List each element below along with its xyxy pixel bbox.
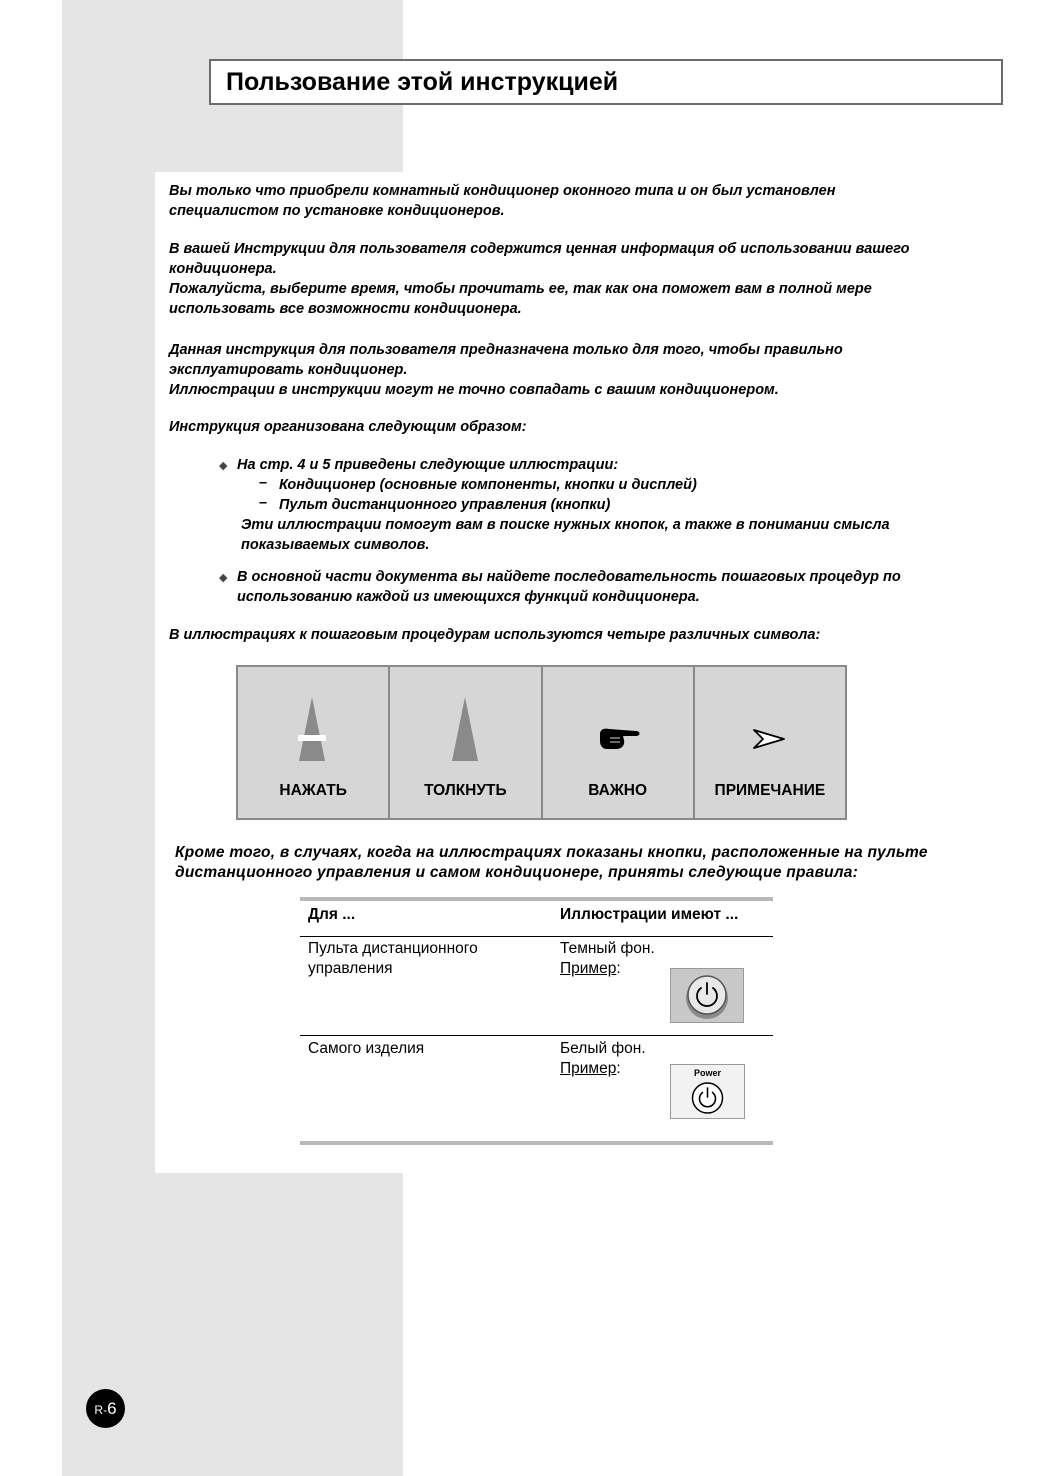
text-line: Белый фон. (560, 1040, 646, 1057)
page-number-badge (86, 1389, 125, 1428)
page-number: 6 (107, 1399, 117, 1418)
power-button-light-icon (671, 1065, 744, 1118)
text-line: эксплуатировать кондиционер. (169, 362, 408, 378)
arrowhead-icon (752, 728, 786, 750)
symbols-legend (236, 665, 847, 820)
bullet-2-text (237, 567, 901, 607)
text-line: В иллюстрациях к пошаговым процедурам используются четыре различных символа: (169, 627, 821, 643)
text-line: Эти иллюстрации помогут вам в поиске нужных кнопок, а также в понимании смысла (241, 517, 890, 533)
table-bottom-rule (300, 1141, 773, 1145)
push-cone-icon (449, 697, 481, 763)
symbol-cell-important (543, 667, 695, 818)
press-cone-icon (296, 697, 328, 763)
text-line: Самого изделия (308, 1040, 425, 1057)
text-line: использованию каждой из имеющихся функций кондиционера. (237, 589, 700, 605)
symbol-cell-note (695, 667, 845, 818)
intro-paragraph-2 (169, 239, 909, 319)
intro-paragraph-4 (169, 417, 527, 437)
text-line: Пожалуйста, выберите время, чтобы прочитать ее, так как она поможет вам в полной мере (169, 281, 872, 297)
bullet-1-subitem-1 (279, 475, 697, 495)
intro-paragraph-1 (169, 181, 835, 221)
text-line: кондиционера. (169, 261, 277, 277)
text-line: Вы только что приобрели комнатный кондиционер оконного типа и он был установлен (169, 183, 836, 199)
example-link-text: Пример (560, 960, 617, 977)
symbol-cell-press (238, 667, 390, 818)
text-line: Пульт дистанционного управления (кнопки) (279, 497, 611, 513)
bullet-1-text (237, 455, 618, 475)
symbol-cell-push (390, 667, 542, 818)
bullet-1-subitem-2 (279, 495, 610, 515)
text-line: На стр. 4 и 5 приведены следующие иллюстрации: (237, 457, 619, 473)
text-line: Иллюстрации в инструкции могут не точно совпадать с вашим кондиционером. (169, 382, 779, 398)
table-header-rule (300, 936, 773, 937)
table-row-1-for (308, 939, 478, 979)
unit-button-example (670, 1064, 745, 1119)
power-label: Power (693, 1068, 721, 1078)
page-title-box (209, 59, 1003, 105)
symbol-label: НАЖАТЬ (279, 782, 347, 799)
power-button-dark-icon (671, 969, 743, 1022)
text-line: В основной части документа вы найдете последовательность пошаговых процедур по (237, 569, 901, 585)
remote-button-example (670, 968, 744, 1023)
dash-marker: – (259, 495, 268, 511)
text-line: Кондиционер (основные компоненты, кнопки и дисплей) (279, 477, 697, 493)
text-line: Темный фон. (560, 940, 655, 957)
intro-paragraph-3 (169, 340, 843, 400)
text-line: использовать все возможности кондиционера. (169, 301, 522, 317)
symbol-label: ТОЛКНУТЬ (424, 782, 507, 799)
page-title: Пользование этой инструкцией (226, 68, 619, 96)
dash-marker: – (259, 475, 268, 491)
text-line: дистанционного управления и самом кондиционере, приняты следующие правила: (175, 864, 859, 881)
text-line: Кроме того, в случаях, когда на иллюстрациях показаны кнопки, расположенные на пульте (175, 844, 928, 861)
symbol-label: ПРИМЕЧАНИЕ (714, 782, 826, 799)
rules-paragraph (175, 843, 928, 883)
bullet-1-note (241, 515, 890, 555)
bullet-diamond-icon: ◆ (219, 460, 228, 472)
symbols-intro (169, 625, 820, 645)
table-header-for: Для ... (308, 906, 356, 923)
example-link-text: Пример (560, 1060, 617, 1077)
text-line: Пульта дистанционного (308, 940, 478, 957)
text-line: показываемых символов. (241, 537, 430, 553)
page-prefix: R- (94, 1403, 108, 1417)
text-line: управления (308, 960, 393, 977)
text-line: В вашей Инструкции для пользователя содержится ценная информация об использовании вашего (169, 241, 910, 257)
table-row-1-bg: Темный фон. Пример: (560, 940, 655, 977)
table-row-2-for (308, 1039, 424, 1059)
text-line: специалистом по установке кондиционеров. (169, 203, 505, 219)
text-line: Данная инструкция для пользователя предназначена только для того, чтобы правильно (169, 342, 843, 358)
table-row-rule (300, 1035, 773, 1036)
bullet-diamond-icon: ◆ (219, 572, 228, 584)
text-line: Инструкция организована следующим образом: (169, 419, 527, 435)
symbol-label: ВАЖНО (588, 782, 648, 799)
table-top-rule (300, 897, 773, 901)
table-row-2-bg: Белый фон. Пример: (560, 1040, 646, 1077)
pointing-hand-icon (596, 726, 644, 752)
table-header-illustrations: Иллюстрации имеют ... (560, 906, 739, 923)
